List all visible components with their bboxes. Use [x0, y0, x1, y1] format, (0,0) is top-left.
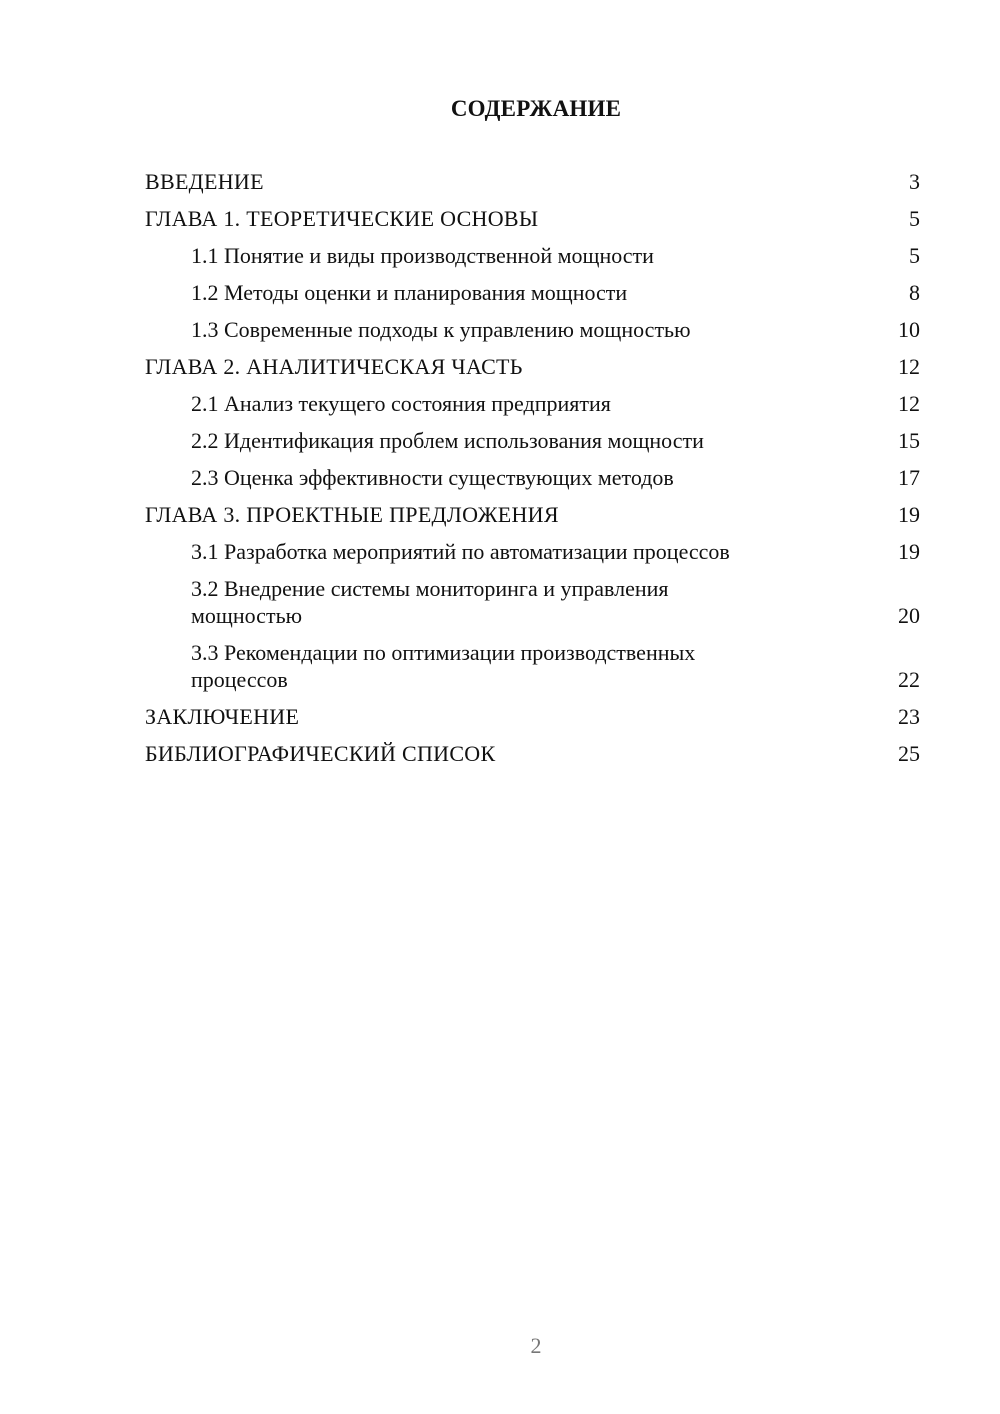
toc-entry-introduction[interactable]	[145, 168, 920, 195]
toc-entry-section-2-1[interactable]	[145, 390, 920, 417]
toc-entry-text: 2.1 Анализ текущего состояния предприятия	[191, 391, 611, 416]
toc-entry-text: БИБЛИОГРАФИЧЕСКИЙ СПИСОК	[145, 741, 496, 766]
toc-entry-page: 25	[898, 741, 920, 766]
toc-entry-text: 1.2 Методы оценки и планирования мощности	[191, 280, 628, 305]
toc-entry-text: 3.3 Рекомендации по оптимизации производственных процессов	[191, 640, 696, 692]
toc-entry-page: 12	[898, 354, 920, 379]
toc-entry-page: 15	[898, 428, 920, 453]
toc-entry-bibliography[interactable]	[145, 740, 920, 767]
toc-entry-text: 1.3 Современные подходы к управлению мощностью	[191, 317, 691, 342]
toc-entry-section-3-1[interactable]	[145, 538, 920, 565]
toc-entry-text: ЗАКЛЮЧЕНИЕ	[145, 704, 300, 729]
toc-entry-text: ВВЕДЕНИЕ	[145, 169, 264, 194]
toc-entry-page: 23	[898, 704, 920, 729]
table-of-contents	[145, 168, 920, 777]
toc-entry-text: ГЛАВА 2. АНАЛИТИЧЕСКАЯ ЧАСТЬ	[145, 354, 523, 379]
toc-entry-page: 20	[898, 603, 920, 628]
toc-entry-page: 17	[898, 465, 920, 490]
toc-entry-section-1-1[interactable]	[145, 242, 920, 269]
toc-entry-section-3-2[interactable]	[145, 575, 920, 629]
toc-entry-text: 3.2 Внедрение системы мониторинга и управления мощностью	[191, 576, 669, 628]
toc-entry-page: 19	[898, 539, 920, 564]
toc-entry-section-3-3[interactable]	[145, 639, 920, 693]
toc-entry-conclusion[interactable]	[145, 703, 920, 730]
toc-entry-chapter-3[interactable]	[145, 501, 920, 528]
toc-entry-text: 1.1 Понятие и виды производственной мощности	[191, 243, 654, 268]
toc-entry-page: 8	[909, 280, 920, 305]
toc-entry-page: 5	[909, 243, 920, 268]
toc-entry-text: 2.2 Идентификация проблем использования мощности	[191, 428, 704, 453]
toc-entry-section-2-3[interactable]	[145, 464, 920, 491]
toc-entry-section-1-3[interactable]	[145, 316, 920, 343]
toc-entry-page: 22	[898, 667, 920, 692]
toc-entry-page: 19	[898, 502, 920, 527]
toc-entry-text: ГЛАВА 1. ТЕОРЕТИЧЕСКИЕ ОСНОВЫ	[145, 206, 539, 231]
toc-entry-page: 10	[898, 317, 920, 342]
toc-entry-text: ГЛАВА 3. ПРОЕКТНЫЕ ПРЕДЛОЖЕНИЯ	[145, 502, 559, 527]
toc-entry-page: 5	[909, 206, 920, 231]
toc-entry-chapter-2[interactable]	[145, 353, 920, 380]
page-title: СОДЕРЖАНИЕ	[450, 96, 622, 121]
toc-entry-page: 3	[909, 169, 920, 194]
toc-entry-chapter-1[interactable]	[145, 205, 920, 232]
toc-entry-section-2-2[interactable]	[145, 427, 920, 454]
toc-entry-page: 12	[898, 391, 920, 416]
toc-entry-text: 3.1 Разработка мероприятий по автоматизации процессов	[191, 539, 730, 564]
toc-entry-section-1-2[interactable]	[145, 279, 920, 306]
page-number: 2	[530, 1333, 542, 1358]
toc-entry-text: 2.3 Оценка эффективности существующих методов	[191, 465, 674, 490]
